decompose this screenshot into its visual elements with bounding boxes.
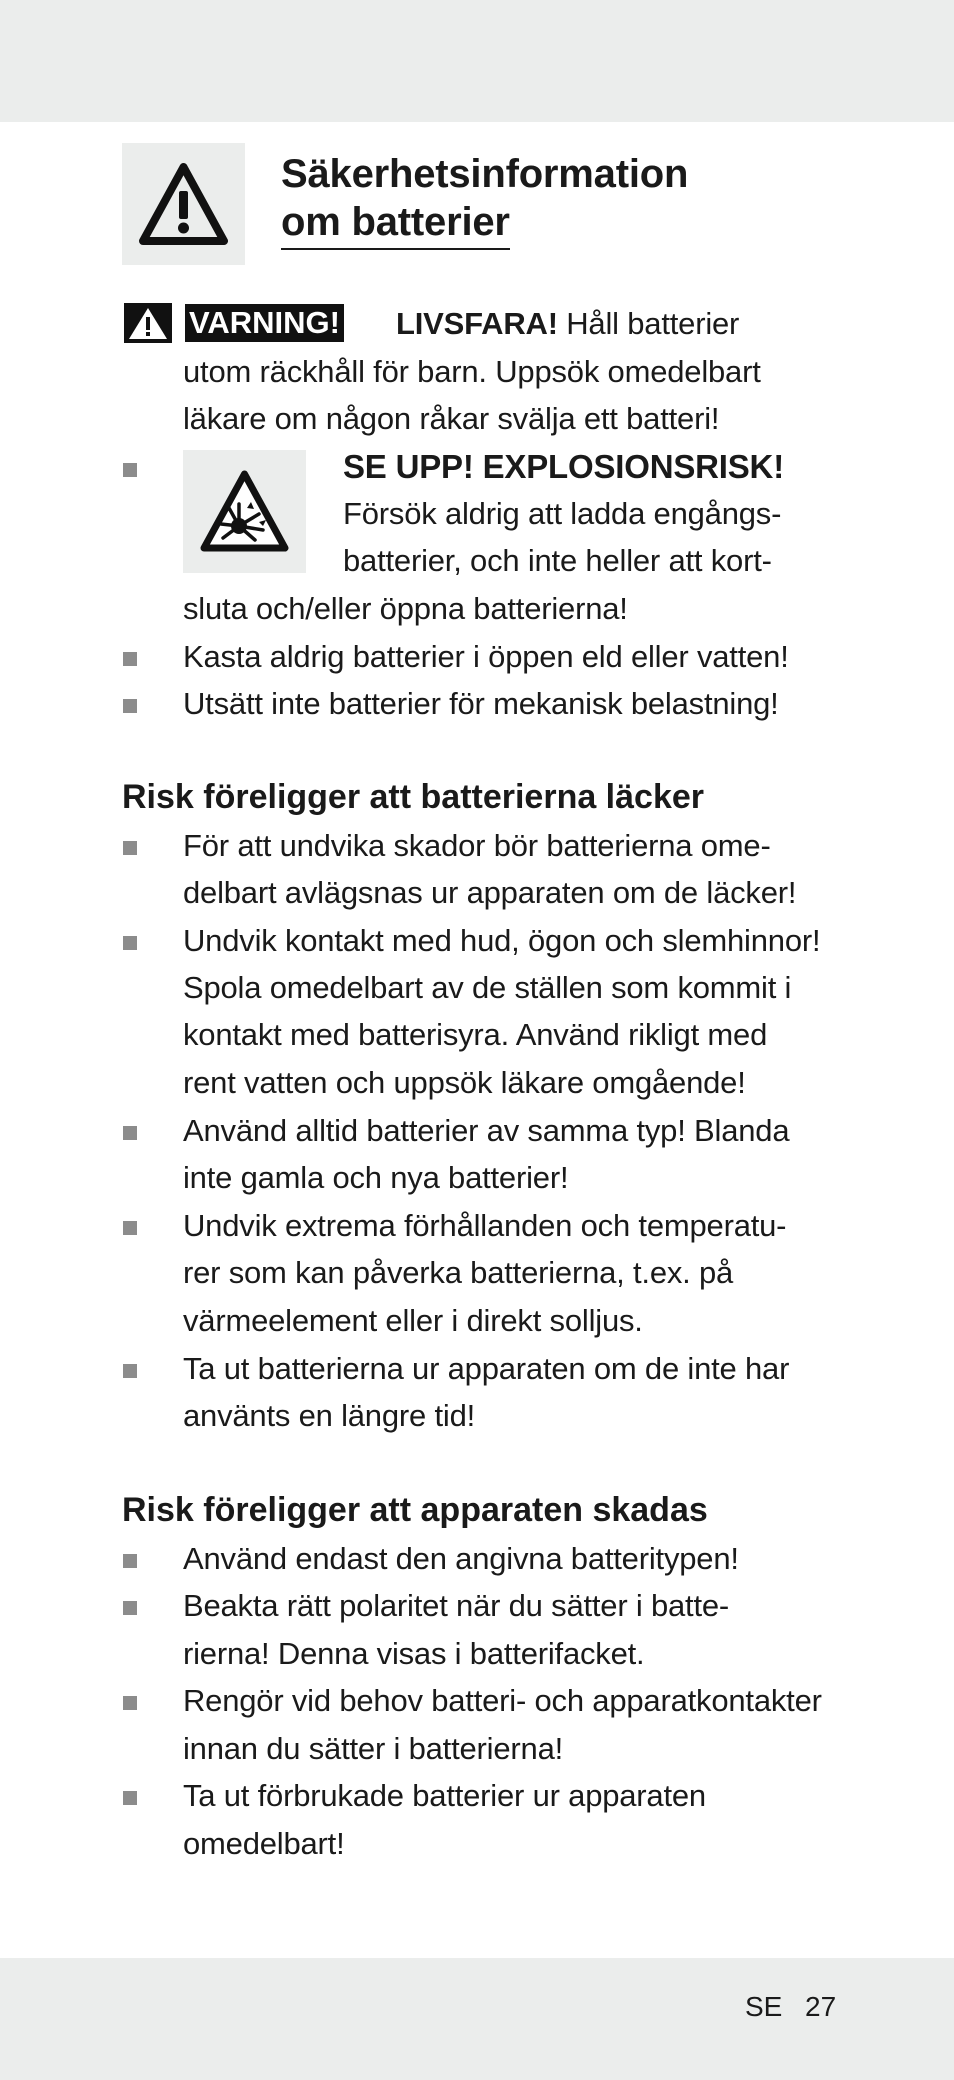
- list-item-cont: inte gamla och nya batterier!: [183, 1160, 569, 1195]
- bullet-marker: [123, 1791, 137, 1805]
- list-item: Utsätt inte batterier för mekanisk belastning!: [183, 686, 779, 721]
- warning-label: VARNING!: [185, 304, 344, 342]
- list-item-cont: innan du sätter i batterierna!: [183, 1731, 564, 1766]
- page-number: 27: [805, 1991, 837, 2022]
- page-title: [281, 150, 688, 250]
- section-heading-damage: Risk föreligger att apparaten skadas: [122, 1491, 708, 1529]
- header-icon-box: [122, 143, 245, 265]
- warning-line-1-rest: Håll batterier: [557, 306, 740, 341]
- explosion-line-2: batterier, och inte heller att kort-: [343, 543, 772, 578]
- footer-language: SE: [745, 1991, 783, 2022]
- bullet-marker: [123, 652, 137, 666]
- warning-line-1: [396, 304, 739, 344]
- list-item: För att undvika skador bör batterierna ome-: [183, 828, 771, 863]
- bullet-marker: [123, 463, 137, 477]
- list-item: Ta ut batterierna ur apparaten om de inte har: [183, 1351, 790, 1386]
- bullet-marker: [123, 841, 137, 855]
- title-line-1: Säkerhetsinformation: [281, 152, 689, 196]
- explosion-line-1: Försök aldrig att ladda engångs-: [343, 496, 782, 531]
- list-item: Undvik extrema förhållanden och temperatu-: [183, 1208, 787, 1243]
- list-item-cont: rent vatten och uppsök läkare omgående!: [183, 1065, 746, 1100]
- list-item: Kasta aldrig batterier i öppen eld eller vatten!: [183, 639, 789, 674]
- bullet-marker: [123, 1364, 137, 1378]
- bullet-marker: [123, 1221, 137, 1235]
- explosion-heading: SE UPP! EXPLOSIONSRISK!: [343, 448, 784, 485]
- warning-line-3: läkare om någon råkar svälja ett batteri!: [183, 401, 720, 436]
- list-item: Undvik kontakt med hud, ögon och slemhinnor!: [183, 923, 821, 958]
- explosion-warning-icon: [199, 468, 290, 554]
- list-item: Använd alltid batterier av samma typ! Blanda: [183, 1113, 790, 1148]
- top-band: [0, 0, 954, 122]
- list-item-cont: rierna! Denna visas i batterifacket.: [183, 1636, 645, 1671]
- list-item: Ta ut förbrukade batterier ur apparaten: [183, 1778, 706, 1813]
- list-item-cont: rer som kan påverka batterierna, t.ex. på: [183, 1255, 734, 1290]
- section-heading-leak: Risk föreligger att batterierna läcker: [122, 778, 705, 816]
- bullet-marker: [123, 1126, 137, 1140]
- bullet-marker: [123, 1696, 137, 1710]
- explosion-icon-box: [183, 450, 306, 573]
- list-item: Använd endast den angivna batteritypen!: [183, 1541, 739, 1576]
- list-item-cont: delbart avlägsnas ur apparaten om de läcker!: [183, 875, 797, 910]
- list-item-cont: kontakt med batterisyra. Använd rikligt med: [183, 1017, 768, 1052]
- list-item-cont: använts en längre tid!: [183, 1398, 476, 1433]
- list-item: Beakta rätt polaritet när du sätter i batte-: [183, 1588, 730, 1623]
- list-item: Rengör vid behov batteri- och apparatkontakter: [183, 1683, 822, 1718]
- list-item-cont: värmeelement eller i direkt solljus.: [183, 1303, 643, 1338]
- bullet-marker: [123, 936, 137, 950]
- list-item-cont: omedelbart!: [183, 1826, 345, 1861]
- list-item-cont: Spola omedelbart av de ställen som kommit i: [183, 970, 792, 1005]
- title-line-2: om batterier: [281, 198, 510, 250]
- warning-triangle-icon: [138, 161, 229, 247]
- small-warning-icon: [124, 303, 172, 343]
- explosion-line-3: sluta och/eller öppna batterierna!: [183, 591, 628, 626]
- bullet-marker: [123, 699, 137, 713]
- warning-line-2: utom räckhåll för barn. Uppsök omedelbart: [183, 354, 761, 389]
- warning-lead: LIVSFARA!: [396, 306, 558, 341]
- bullet-marker: [123, 1601, 137, 1615]
- bullet-marker: [123, 1554, 137, 1568]
